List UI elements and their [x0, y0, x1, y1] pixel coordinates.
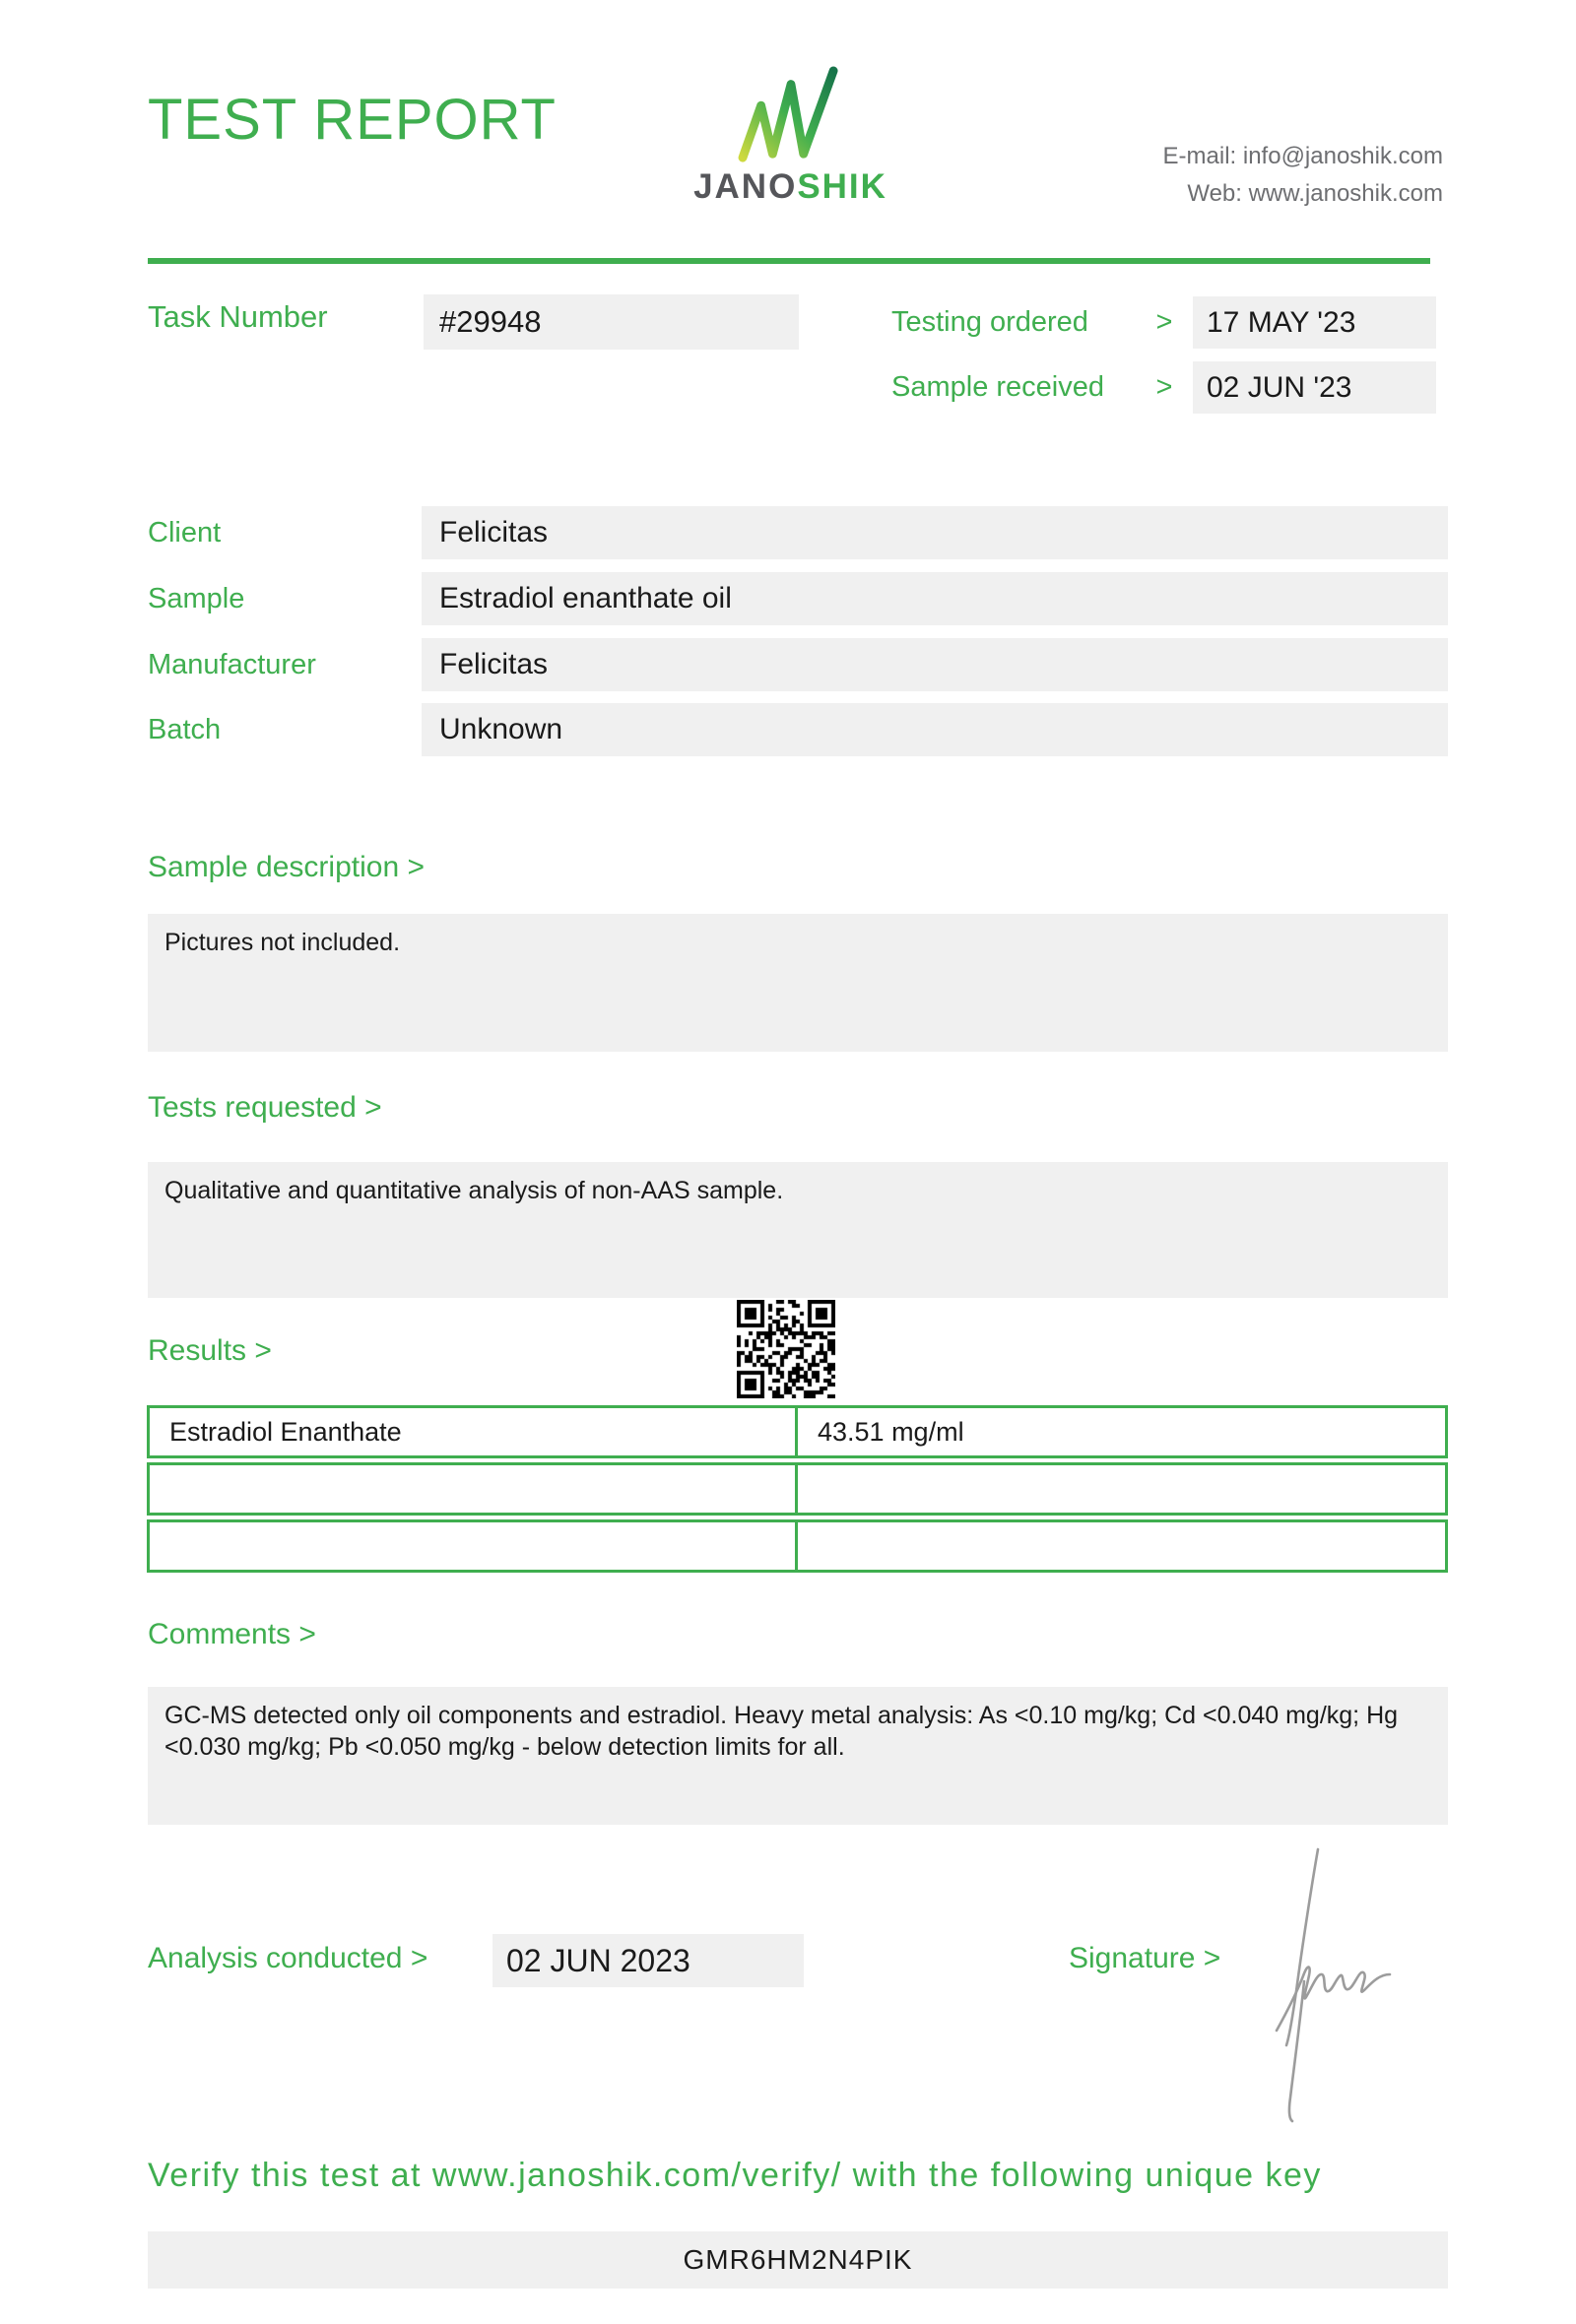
table-row — [147, 1519, 1448, 1573]
growth-chart-icon — [733, 65, 849, 163]
testing-ordered-date: 17 MAY '23 — [1193, 296, 1436, 349]
sample-description-heading: Sample description > — [148, 851, 425, 883]
manufacturer-value: Felicitas — [422, 638, 1448, 691]
analysis-conducted-date: 02 JUN 2023 — [492, 1934, 804, 1987]
testing-ordered-label: Testing ordered — [891, 306, 1088, 338]
manufacturer-row — [148, 638, 1448, 691]
result-value: 43.51 mg/ml — [818, 1417, 964, 1447]
contact-info — [1163, 138, 1443, 213]
comments-body: GC-MS detected only oil components and estradiol. Heavy metal analysis: As <0.10 mg/kg; Cd <0.040 mg/kg; Hg <0.030 mg/kg; Pb <0.050 mg/kg - below detection limits for all. — [148, 1687, 1448, 1825]
sample-description-body: Pictures not included. — [148, 914, 1448, 1052]
header-divider — [148, 258, 1430, 264]
sample-received-date: 02 JUN '23 — [1193, 361, 1436, 414]
verify-instruction: Verify this test at www.janoshik.com/verify/ with the following unique key — [148, 2157, 1322, 2194]
result-value — [798, 1465, 1445, 1513]
tests-requested-heading: Tests requested > — [148, 1091, 382, 1124]
task-number-value: #29948 — [424, 294, 799, 350]
sample-row — [148, 572, 1448, 625]
signature-scribble — [1271, 1843, 1423, 2129]
sample-received-label: Sample received — [891, 371, 1104, 403]
client-label: Client — [148, 517, 222, 549]
result-name — [150, 1465, 798, 1513]
contact-email: E-mail: info@janoshik.com — [1162, 143, 1443, 169]
contact-web: Web: www.janoshik.com — [1187, 180, 1443, 207]
testing-ordered-arrow: > — [1155, 306, 1173, 338]
sample-label: Sample — [148, 583, 245, 614]
comments-heading: Comments > — [148, 1618, 316, 1650]
result-value — [798, 1522, 1445, 1570]
testing-ordered-row — [891, 295, 1436, 350]
analysis-conducted-label: Analysis conducted > — [148, 1942, 428, 1974]
batch-row — [148, 703, 1448, 756]
results-heading: Results > — [148, 1334, 272, 1367]
batch-label: Batch — [148, 714, 222, 745]
result-name — [150, 1522, 798, 1570]
tests-requested-body: Qualitative and quantitative analysis of non-AAS sample. — [148, 1162, 1448, 1298]
page-title: TEST REPORT — [148, 88, 557, 152]
manufacturer-label: Manufacturer — [148, 649, 316, 680]
logo-word-green: SHIK — [797, 167, 887, 206]
sample-value: Estradiol enanthate oil — [422, 572, 1448, 625]
client-row — [148, 506, 1448, 559]
sample-received-arrow: > — [1155, 371, 1173, 403]
qr-code — [737, 1300, 835, 1398]
sample-received-row — [891, 360, 1436, 415]
logo-word-dark: JANO — [693, 167, 798, 206]
table-row — [147, 1405, 1448, 1458]
task-number-label: Task Number — [148, 299, 328, 334]
table-row — [147, 1462, 1448, 1516]
signature-label: Signature > — [1069, 1942, 1221, 1974]
results-table — [147, 1405, 1448, 1573]
client-value: Felicitas — [422, 506, 1448, 559]
unique-key: GMR6HM2N4PIK — [148, 2231, 1448, 2289]
logo-wordmark — [685, 167, 896, 207]
result-name: Estradiol Enanthate — [150, 1408, 798, 1455]
janoshik-logo — [685, 65, 896, 207]
batch-value: Unknown — [422, 703, 1448, 756]
